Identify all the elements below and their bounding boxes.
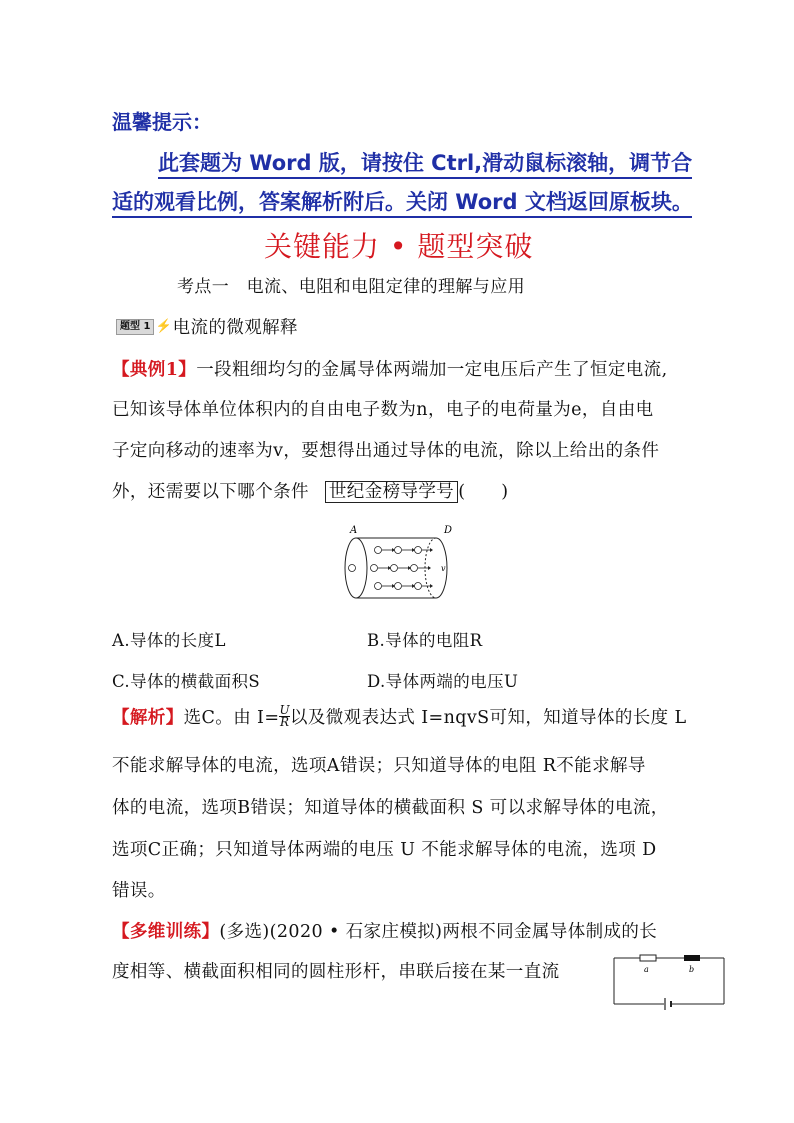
example-text-4: 外，还需要以下哪个条件: [112, 482, 309, 502]
tixing-badge: 题型 1: [116, 319, 154, 335]
circuit-label-a: a: [644, 965, 649, 974]
option-c: C.导体的横截面积S: [112, 672, 261, 691]
answer-paren: ( ): [458, 482, 509, 502]
training-line-2: 度相等、横截面积相同的圆柱形杆，串联后接在某一直流: [112, 962, 560, 982]
analysis-line-5: 错误。: [112, 881, 166, 901]
option-b: B.导体的电阻R: [367, 631, 483, 650]
analysis-line-4: 选项C正确；只知道导体两端的电压 U 不能求解导体的电流，选项 D: [112, 840, 657, 860]
figure-label-a: A: [350, 525, 358, 536]
lightning-icon: ⚡: [155, 319, 172, 334]
figure-label-d: D: [444, 525, 453, 536]
source-box: 世纪金榜导学号: [325, 481, 458, 503]
section-title: 关键能力 • 题型突破: [264, 230, 534, 263]
tip-line-2: 适的观看比例，答案解析附后。关闭 Word 文档返回原板块。: [112, 186, 692, 218]
example-tag: 【典例1】: [112, 360, 197, 380]
tixing-label: 电流的微观解释: [172, 318, 298, 338]
example-line-4: [112, 478, 508, 503]
tixing-row: [116, 314, 298, 339]
analysis-tag: 【解析】: [112, 708, 184, 728]
option-a: A.导体的长度L: [112, 631, 226, 650]
analysis-text-1a: 选C。由 I=: [183, 708, 280, 728]
kaodian-heading: 考点一 电流、电阻和电阻定律的理解与应用: [177, 277, 525, 297]
example-line-1: [112, 356, 668, 381]
analysis-line-3: 体的电流，选项B错误；知道导体的横截面积 S 可以求解导体的电流，: [112, 798, 669, 818]
training-line-1: [112, 918, 657, 943]
example-line-3: 子定向移动的速率为v，要想得出通过导体的电流，除以上给出的条件: [112, 441, 660, 461]
analysis-text-1b: 以及微观表达式 I=nqvS可知，知道导体的长度 L: [289, 708, 687, 728]
circuit-label-b: b: [689, 965, 695, 974]
tip-heading: 温馨提示：: [112, 110, 212, 134]
circuit-figure: [608, 950, 728, 1012]
example-line-2: 已知该导体单位体积内的自由电子数为n，电子的电荷量为e，自由电: [112, 400, 654, 420]
option-d: D.导体两端的电压U: [367, 672, 519, 691]
example-text-1: 一段粗细均匀的金属导体两端加一定电压后产生了恒定电流,: [196, 360, 668, 380]
fraction-numerator: U: [279, 703, 290, 717]
analysis-line-1: [112, 704, 687, 729]
tip-line-1: 此套题为 Word 版，请按住 Ctrl,滑动鼠标滚轴，调节合: [158, 147, 692, 179]
fraction-u-over-r: [279, 705, 290, 728]
figure-label-v: v: [441, 564, 446, 573]
training-text-1: (多选)(2020 • 石家庄模拟)两根不同金属导体制成的长: [219, 922, 658, 942]
analysis-line-2: 不能求解导体的电流，选项A错误；只知道导体的电阻 R不能求解导: [112, 756, 646, 776]
conductor-figure: [340, 522, 460, 608]
training-tag: 【多维训练】: [112, 922, 220, 942]
fraction-denominator: R: [279, 715, 290, 729]
